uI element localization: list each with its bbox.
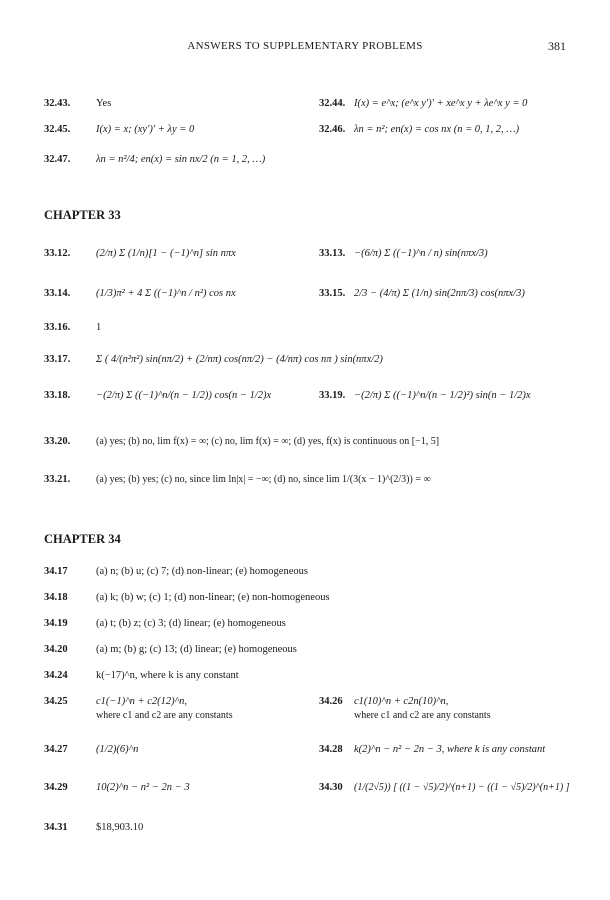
answer-number: 33.12. — [44, 248, 71, 259]
answer-number: 33.13. — [319, 248, 346, 259]
answer-row — [44, 470, 574, 494]
answer-number: 34.31 — [44, 822, 68, 833]
answer-number: 34.27 — [44, 744, 68, 755]
answer-text: −(6/π) Σ ((−1)^n / n) sin(nπx/3) — [354, 248, 488, 259]
answer-number: 34.17 — [44, 566, 68, 577]
answer-text: c1(−1)^n + c2(12)^n, — [96, 696, 187, 707]
answer-text: (1/(2√5)) [ ((1 − √5)/2)^(n+1) − ((1 − √5)/2)^(n+1) ] — [354, 782, 570, 793]
answer-row — [44, 588, 574, 612]
chapter-heading: CHAPTER 34 — [44, 532, 121, 546]
chapter-heading: CHAPTER 33 — [44, 208, 121, 222]
answer-subtext: where c1 and c2 are any constants — [354, 710, 491, 721]
answer-text: −(2/π) Σ ((−1)^n/(n − 1/2)) cos(n − 1/2)x — [96, 390, 272, 401]
answer-text: Σ ( 4/(n²π²) sin(nπ/2) + (2/nπ) cos(nπ/2) − (4/nπ) cos nπ ) sin(nπx/2) — [96, 354, 383, 365]
answer-text: (1/2)(6)^n — [96, 744, 139, 755]
answer-text: (a) yes; (b) yes; (c) no, since lim ln|x| = −∞; (d) no, since lim 1/(3(x − 1)^(2/3)) = ∞ — [96, 474, 431, 485]
answer-number: 33.15. — [319, 288, 346, 299]
answer-number: 34.30 — [319, 782, 343, 793]
answer-number: 34.25 — [44, 696, 68, 707]
answer-text: (2/π) Σ (1/n)[1 − (−1)^n] sin nπx — [96, 248, 236, 259]
answer-subtext: where c1 and c2 are any constants — [96, 710, 233, 721]
answer-number: 33.17. — [44, 354, 71, 365]
answer-text: (a) k; (b) w; (c) 1; (d) non-linear; (e) non-homogeneous — [96, 592, 330, 603]
answer-text: −(2/π) Σ ((−1)^n/(n − 1/2)²) sin(n − 1/2)x — [354, 390, 531, 401]
answer-text: c1(10)^n + c2n(10)^n, — [354, 696, 449, 707]
answer-number: 33.20. — [44, 436, 71, 447]
answer-row — [44, 432, 574, 456]
answer-number: 33.21. — [44, 474, 71, 485]
answer-number: 33.16. — [44, 322, 71, 333]
answer-number: 33.19. — [319, 390, 346, 401]
answer-text: λn = n²; en(x) = cos nx (n = 0, 1, 2, …) — [354, 124, 520, 135]
answer-text: (a) m; (b) g; (c) 13; (d) linear; (e) homogeneous — [96, 644, 297, 655]
answer-row — [44, 350, 574, 374]
answer-number: 33.18. — [44, 390, 71, 401]
answer-row — [44, 740, 574, 764]
answer-row — [44, 818, 574, 842]
answer-text: λn = n²/4; en(x) = sin nx/2 (n = 1, 2, …) — [96, 154, 266, 165]
answer-number: 32.46. — [319, 124, 346, 135]
answer-text: k(−17)^n, where k is any constant — [96, 670, 239, 681]
answer-row — [44, 640, 574, 664]
answer-number: 34.19 — [44, 618, 68, 629]
answer-row — [44, 692, 574, 726]
answer-number: 34.20 — [44, 644, 68, 655]
answer-text: (a) yes; (b) no, lim f(x) = ∞; (c) no, lim f(x) = ∞; (d) yes, f(x) is continuous on [−1, 5] — [96, 436, 440, 447]
answer-number: 34.29 — [44, 782, 68, 793]
answer-row — [44, 778, 574, 802]
page-number: 381 — [548, 39, 566, 53]
answer-text: I(x) = x; (xy')' + λy = 0 — [96, 124, 195, 135]
answer-text: $18,903.10 — [96, 822, 144, 833]
answer-number: 32.45. — [44, 124, 71, 135]
answer-row — [44, 244, 574, 268]
answer-number: 32.47. — [44, 154, 71, 165]
answer-row — [44, 562, 574, 586]
answer-row — [44, 614, 574, 638]
answer-number: 33.14. — [44, 288, 71, 299]
answer-number: 34.28 — [319, 744, 343, 755]
answer-row — [44, 94, 574, 118]
answer-text: (a) n; (b) u; (c) 7; (d) non-linear; (e) homogeneous — [96, 566, 308, 577]
answer-text: (1/3)π² + 4 Σ ((−1)^n / n²) cos nx — [96, 288, 236, 299]
answer-number: 34.24 — [44, 670, 68, 681]
answer-text: 2/3 − (4/π) Σ (1/n) sin(2nπ/3) cos(nπx/3) — [354, 288, 525, 299]
answer-text: (a) t; (b) z; (c) 3; (d) linear; (e) homogeneous — [96, 618, 286, 629]
answer-row — [44, 284, 574, 308]
answer-text: I(x) = e^x; (e^x y')' + xe^x y + λe^x y = 0 — [354, 98, 528, 109]
answer-number: 34.18 — [44, 592, 68, 603]
answer-row — [44, 120, 574, 144]
answer-text: Yes — [96, 98, 112, 109]
answer-number: 32.44. — [319, 98, 346, 109]
answer-row — [44, 150, 574, 174]
answer-row — [44, 386, 574, 410]
answer-number: 32.43. — [44, 98, 71, 109]
answer-number: 34.26 — [319, 696, 343, 707]
running-header: ANSWERS TO SUPPLEMENTARY PROBLEMS — [187, 40, 423, 52]
answer-text: 10(2)^n − n² − 2n − 3 — [96, 782, 190, 793]
answer-row — [44, 666, 574, 690]
answer-row — [44, 318, 574, 342]
answer-text: k(2)^n − n² − 2n − 3, where k is any constant — [354, 744, 546, 755]
answer-text: 1 — [96, 322, 102, 333]
